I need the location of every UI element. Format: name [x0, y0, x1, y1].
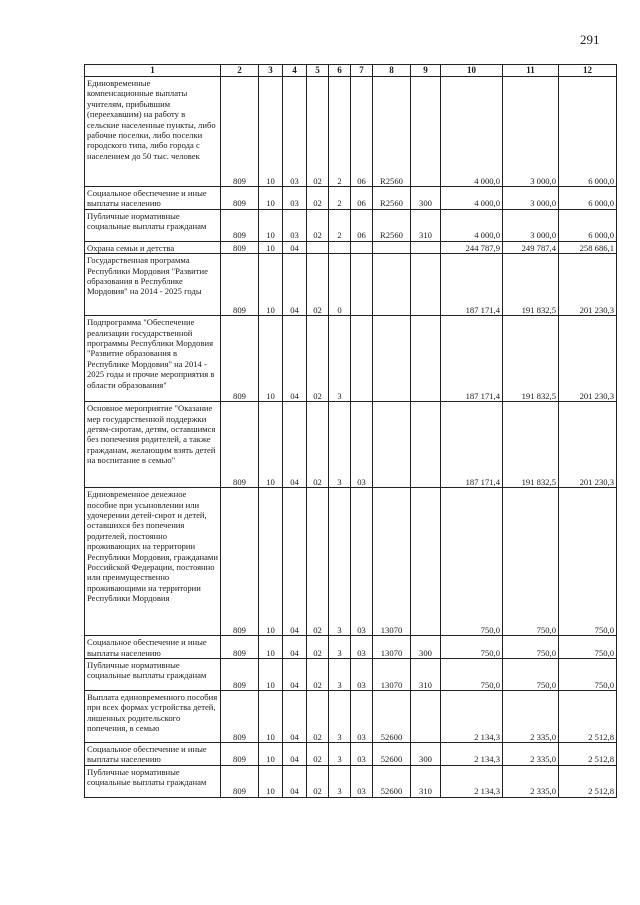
cell-subsection: 04	[283, 316, 307, 402]
cell-amount-year1: 2 134,3	[441, 743, 503, 766]
table-row	[85, 691, 617, 743]
row-name-cell	[85, 743, 221, 766]
row-name-cell	[85, 316, 221, 402]
cell-kvsr: 809	[221, 636, 259, 659]
row-name-cell	[85, 488, 221, 636]
cell-subprogram: 3	[329, 765, 351, 797]
cell-program: 02	[307, 691, 329, 743]
cell-amount-year1: 4 000,0	[441, 187, 503, 210]
cell-program: 02	[307, 77, 329, 187]
cell-expense-type	[411, 488, 441, 636]
cell-section: 10	[259, 743, 283, 766]
cell-kvsr: 809	[221, 77, 259, 187]
row-name: Единовременное денежное пособие при усыновлении или удочерении детей-сирот и детей, оставшихся без попечения родителей, постоянно проживающих на территории Республики Мордовия, гражданами Российской Федерации, постоянно или преимущественно проживающими на территории Республики Мордовия	[87, 489, 218, 604]
cell-program: 02	[307, 488, 329, 636]
cell-event	[351, 241, 373, 253]
table-row	[85, 241, 617, 253]
cell-direction	[373, 241, 411, 253]
cell-amount-year3: 750,0	[559, 659, 617, 691]
cell-direction: R2560	[373, 77, 411, 187]
cell-program: 02	[307, 254, 329, 316]
table-body	[85, 77, 617, 798]
cell-kvsr: 809	[221, 765, 259, 797]
cell-subsection: 04	[283, 743, 307, 766]
cell-direction: 52600	[373, 765, 411, 797]
cell-section: 10	[259, 659, 283, 691]
cell-subsection: 04	[283, 402, 307, 488]
header-col-5: 5	[307, 65, 329, 77]
cell-direction: 13070	[373, 488, 411, 636]
cell-program: 02	[307, 636, 329, 659]
cell-amount-year1: 2 134,3	[441, 691, 503, 743]
cell-amount-year1: 187 171,4	[441, 254, 503, 316]
cell-amount-year3: 6 000,0	[559, 187, 617, 210]
cell-amount-year3: 2 512,8	[559, 743, 617, 766]
cell-kvsr: 809	[221, 209, 259, 241]
cell-amount-year2: 2 335,0	[503, 743, 559, 766]
row-name: Социальное обеспечение и иные выплаты населению	[87, 637, 207, 658]
header-col-12: 12	[559, 65, 617, 77]
cell-amount-year1: 4 000,0	[441, 209, 503, 241]
row-name: Публичные нормативные социальные выплаты гражданам	[87, 766, 207, 788]
cell-event	[351, 254, 373, 316]
cell-subprogram: 3	[329, 402, 351, 488]
table-row	[85, 488, 617, 636]
cell-amount-year1: 2 134,3	[441, 765, 503, 797]
cell-kvsr: 809	[221, 241, 259, 253]
cell-amount-year2: 191 832,5	[503, 402, 559, 488]
cell-amount-year3: 6 000,0	[559, 209, 617, 241]
row-name: Социальное обеспечение и иные выплаты населению	[87, 744, 207, 765]
cell-amount-year3: 201 230,3	[559, 254, 617, 316]
cell-section: 10	[259, 402, 283, 488]
cell-program: 02	[307, 402, 329, 488]
cell-amount-year3: 2 512,8	[559, 691, 617, 743]
cell-program: 02	[307, 659, 329, 691]
cell-amount-year1: 187 171,4	[441, 402, 503, 488]
cell-direction: 13070	[373, 636, 411, 659]
table-header-row	[85, 65, 617, 77]
cell-subprogram	[329, 241, 351, 253]
row-name-cell	[85, 765, 221, 797]
cell-event: 03	[351, 765, 373, 797]
cell-expense-type: 310	[411, 765, 441, 797]
cell-subprogram: 3	[329, 316, 351, 402]
cell-section: 10	[259, 316, 283, 402]
cell-expense-type	[411, 77, 441, 187]
cell-direction: R2560	[373, 209, 411, 241]
cell-expense-type	[411, 691, 441, 743]
row-name: Единовременные компенсационные выплаты учителям, прибывшим (переехавшим) на работу в сельские населенные пункты, либо рабочие поселки, либо поселки городского типа, либо города с населением до 50 тыс. человек	[87, 78, 216, 161]
cell-amount-year2: 191 832,5	[503, 254, 559, 316]
cell-amount-year2: 750,0	[503, 659, 559, 691]
cell-subprogram: 3	[329, 659, 351, 691]
cell-section: 10	[259, 765, 283, 797]
row-name-cell	[85, 209, 221, 241]
header-col-4: 4	[283, 65, 307, 77]
row-name-cell	[85, 691, 221, 743]
cell-expense-type	[411, 402, 441, 488]
row-name: Публичные нормативные социальные выплаты гражданам	[87, 660, 207, 681]
row-name: Подпрограмма "Обеспечение реализации государственной программы Республики Мордовия "Развитие образования в Республике Мордовия" на 2014 - 2025 годы и прочие мероприятия в области образования"	[87, 317, 215, 390]
row-name: Публичные нормативные социальные выплаты гражданам	[87, 210, 207, 232]
cell-amount-year1: 750,0	[441, 636, 503, 659]
row-name: Выплата единовременного пособия при всех формах устройства детей, лишенных родительского попечения, в семью	[87, 692, 218, 734]
cell-amount-year2: 750,0	[503, 636, 559, 659]
cell-program: 02	[307, 743, 329, 766]
cell-expense-type: 300	[411, 187, 441, 210]
cell-subprogram: 3	[329, 743, 351, 766]
cell-program: 02	[307, 187, 329, 210]
table-row	[85, 636, 617, 659]
cell-subsection: 04	[283, 254, 307, 316]
row-name: Государственная программа Республики Мордовия "Развитие образования в Республике Мордовия" на 2014 - 2025 годы	[87, 255, 208, 297]
row-name-cell	[85, 659, 221, 691]
cell-program: 02	[307, 765, 329, 797]
row-name-cell	[85, 254, 221, 316]
cell-subsection: 04	[283, 659, 307, 691]
cell-kvsr: 809	[221, 488, 259, 636]
table-row	[85, 765, 617, 797]
cell-event: 06	[351, 77, 373, 187]
cell-expense-type: 300	[411, 743, 441, 766]
cell-amount-year1: 244 787,9	[441, 241, 503, 253]
cell-amount-year2: 249 787,4	[503, 241, 559, 253]
header-col-1: 1	[85, 65, 221, 77]
cell-section: 10	[259, 691, 283, 743]
cell-section: 10	[259, 209, 283, 241]
cell-amount-year3: 201 230,3	[559, 316, 617, 402]
cell-amount-year2: 2 335,0	[503, 691, 559, 743]
cell-amount-year3: 6 000,0	[559, 77, 617, 187]
cell-subsection: 04	[283, 691, 307, 743]
cell-kvsr: 809	[221, 187, 259, 210]
cell-amount-year2: 3 000,0	[503, 209, 559, 241]
cell-event: 06	[351, 209, 373, 241]
header-col-10: 10	[441, 65, 503, 77]
row-name-cell	[85, 241, 221, 253]
header-col-9: 9	[411, 65, 441, 77]
cell-direction: 52600	[373, 691, 411, 743]
cell-subprogram: 3	[329, 691, 351, 743]
header-col-6: 6	[329, 65, 351, 77]
cell-subsection: 03	[283, 209, 307, 241]
cell-subsection: 04	[283, 488, 307, 636]
cell-direction: 52600	[373, 743, 411, 766]
row-name-cell	[85, 402, 221, 488]
cell-expense-type: 310	[411, 209, 441, 241]
cell-direction	[373, 254, 411, 316]
cell-amount-year2: 750,0	[503, 488, 559, 636]
cell-direction: 13070	[373, 659, 411, 691]
cell-kvsr: 809	[221, 402, 259, 488]
table-row	[85, 187, 617, 210]
cell-amount-year1: 750,0	[441, 659, 503, 691]
table-row	[85, 254, 617, 316]
header-col-11: 11	[503, 65, 559, 77]
cell-section: 10	[259, 636, 283, 659]
cell-amount-year3: 2 512,8	[559, 765, 617, 797]
cell-event: 03	[351, 488, 373, 636]
table-row	[85, 77, 617, 187]
cell-direction	[373, 402, 411, 488]
cell-event: 03	[351, 691, 373, 743]
cell-amount-year1: 750,0	[441, 488, 503, 636]
cell-kvsr: 809	[221, 743, 259, 766]
cell-subsection: 04	[283, 636, 307, 659]
cell-event: 03	[351, 743, 373, 766]
cell-section: 10	[259, 488, 283, 636]
row-name-cell	[85, 187, 221, 210]
cell-subprogram: 3	[329, 636, 351, 659]
cell-expense-type: 310	[411, 659, 441, 691]
cell-event: 03	[351, 402, 373, 488]
table-row	[85, 402, 617, 488]
page-number: 291	[580, 32, 600, 47]
row-name: Охрана семьи и детства	[87, 242, 175, 253]
row-name: Основное мероприятие "Оказание мер государственной поддержки детям-сиротам, детям, оставшимся без попечения родителей, а также гражданам, желающим взять детей на воспитание в семью"	[87, 403, 216, 466]
cell-subprogram: 2	[329, 77, 351, 187]
header-col-2: 2	[221, 65, 259, 77]
cell-subprogram: 3	[329, 488, 351, 636]
cell-subsection: 03	[283, 187, 307, 210]
cell-section: 10	[259, 77, 283, 187]
cell-kvsr: 809	[221, 316, 259, 402]
row-name-cell	[85, 77, 221, 187]
cell-subsection: 04	[283, 241, 307, 253]
header-col-8: 8	[373, 65, 411, 77]
cell-section: 10	[259, 241, 283, 253]
cell-amount-year3: 258 686,1	[559, 241, 617, 253]
cell-subprogram: 2	[329, 209, 351, 241]
cell-amount-year1: 4 000,0	[441, 77, 503, 187]
cell-kvsr: 809	[221, 691, 259, 743]
cell-section: 10	[259, 254, 283, 316]
cell-section: 10	[259, 187, 283, 210]
cell-amount-year2: 3 000,0	[503, 187, 559, 210]
cell-event: 06	[351, 187, 373, 210]
cell-amount-year3: 750,0	[559, 488, 617, 636]
cell-expense-type	[411, 254, 441, 316]
table-row	[85, 659, 617, 691]
cell-amount-year1: 187 171,4	[441, 316, 503, 402]
cell-kvsr: 809	[221, 659, 259, 691]
cell-expense-type	[411, 316, 441, 402]
cell-direction	[373, 316, 411, 402]
cell-subsection: 04	[283, 765, 307, 797]
row-name-cell	[85, 636, 221, 659]
table-row	[85, 209, 617, 241]
cell-subprogram: 2	[329, 187, 351, 210]
cell-direction: R2560	[373, 187, 411, 210]
cell-amount-year2: 191 832,5	[503, 316, 559, 402]
cell-subsection: 03	[283, 77, 307, 187]
cell-amount-year3: 750,0	[559, 636, 617, 659]
cell-amount-year2: 3 000,0	[503, 77, 559, 187]
cell-expense-type	[411, 241, 441, 253]
cell-expense-type: 300	[411, 636, 441, 659]
header-col-7: 7	[351, 65, 373, 77]
cell-event	[351, 316, 373, 402]
cell-amount-year3: 201 230,3	[559, 402, 617, 488]
cell-program: 02	[307, 209, 329, 241]
table-row	[85, 316, 617, 402]
header-col-3: 3	[259, 65, 283, 77]
cell-amount-year2: 2 335,0	[503, 765, 559, 797]
row-name: Социальное обеспечение и иные выплаты населению	[87, 188, 207, 209]
cell-kvsr: 809	[221, 254, 259, 316]
cell-subprogram: 0	[329, 254, 351, 316]
cell-event: 03	[351, 659, 373, 691]
table-row	[85, 743, 617, 766]
cell-program	[307, 241, 329, 253]
budget-table	[84, 64, 617, 798]
cell-event: 03	[351, 636, 373, 659]
cell-program: 02	[307, 316, 329, 402]
